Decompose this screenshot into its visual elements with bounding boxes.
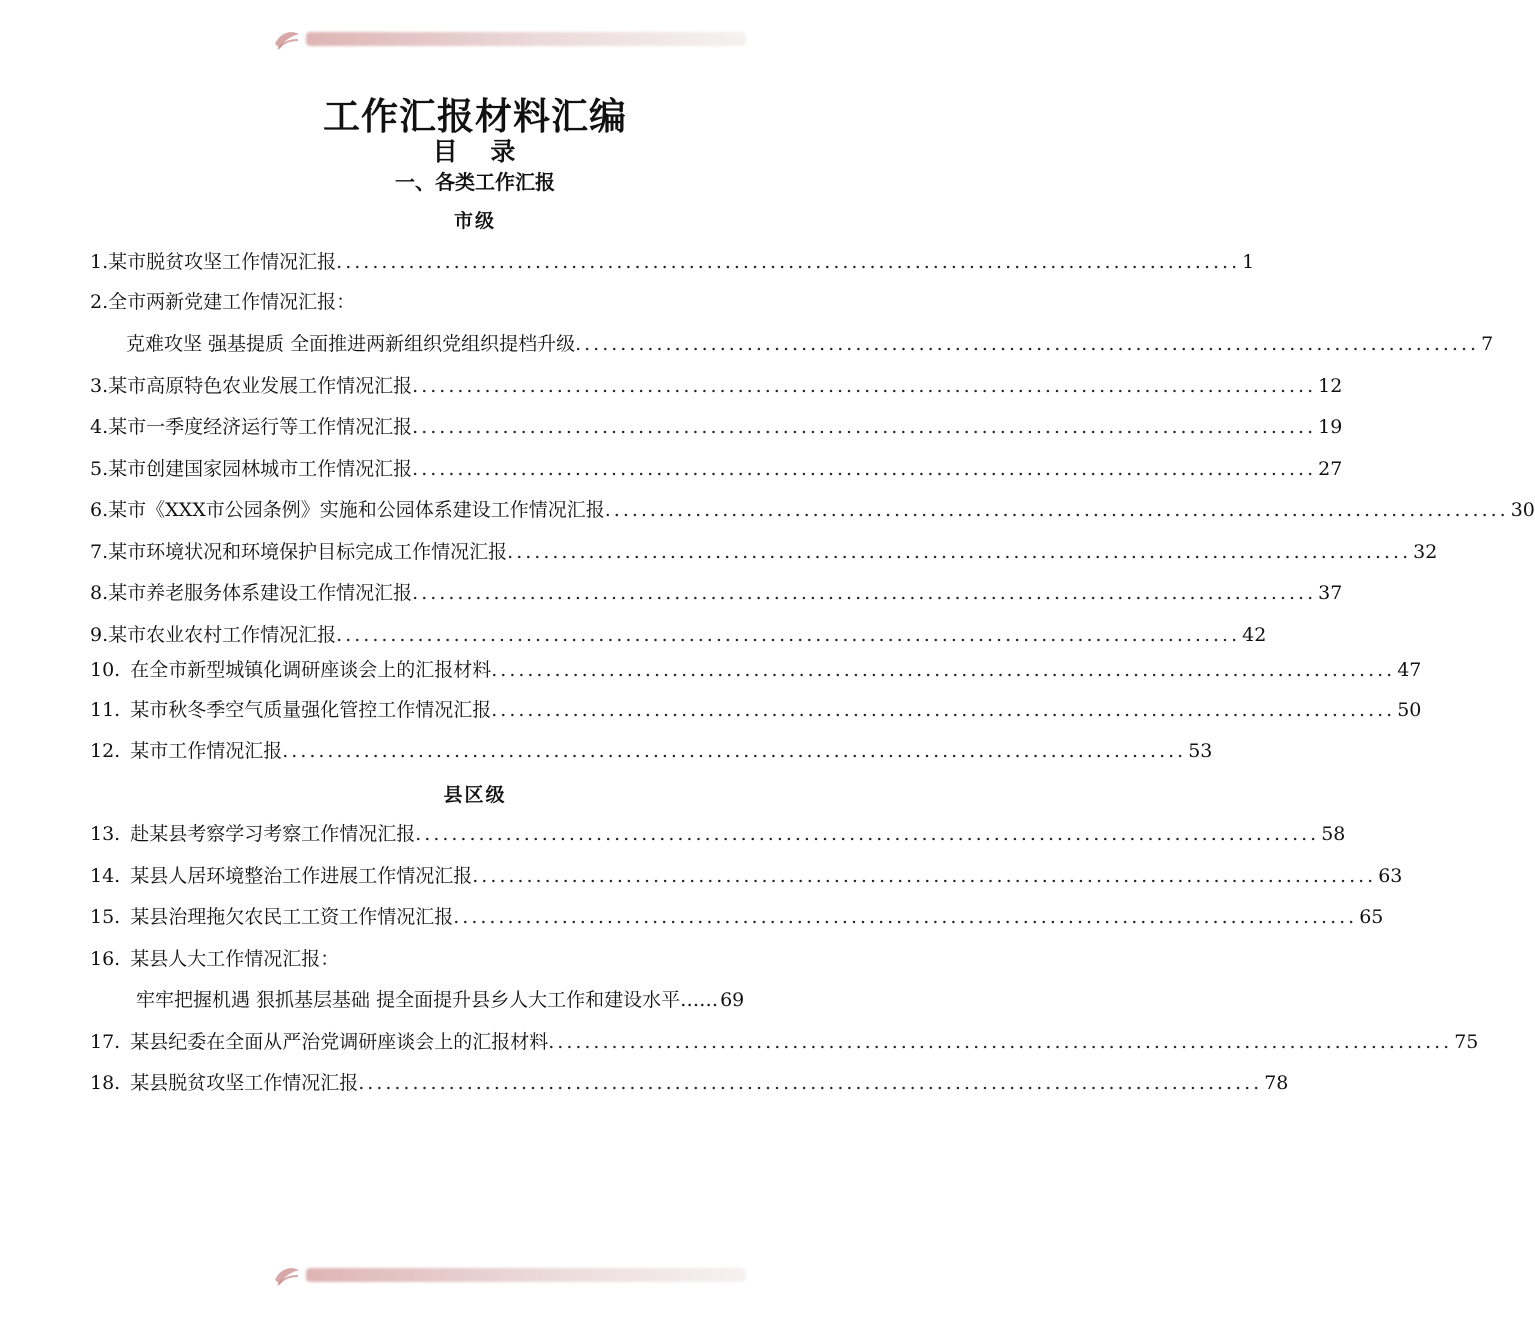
toc-number: 14. xyxy=(90,865,121,887)
toc-text: 某市环境状况和环境保护目标完成工作情况汇报 xyxy=(108,541,508,563)
toc-text: 某县人大工作情况汇报： xyxy=(130,948,340,970)
toc-text: 某县纪委在全面从严治党调研座谈会上的汇报材料 xyxy=(130,1031,549,1053)
toc-text: 某市《XXX市公园条例》实施和公园体系建设工作情况汇报 xyxy=(108,499,605,521)
toc-leader: .................................................................................................... xyxy=(412,582,1317,604)
toc-text: 在全市新型城镇化调研座谈会上的汇报材料 xyxy=(130,659,492,681)
toc-number: 8. xyxy=(90,582,109,604)
leaf-logo-icon xyxy=(272,28,302,52)
watermark-band xyxy=(306,1268,746,1282)
toc-number: 15. xyxy=(90,906,121,928)
toc-entry[interactable] xyxy=(90,1028,1479,1056)
toc-leader: .................................................................................................... xyxy=(412,375,1317,397)
toc-entry[interactable] xyxy=(90,945,860,973)
toc-leader: .................................................................................................... xyxy=(336,624,1241,646)
toc-page: 65 xyxy=(1359,906,1384,928)
toc-leader: .................................................................................................... xyxy=(336,251,1241,273)
toc-number: 9. xyxy=(90,624,109,646)
watermark-band xyxy=(306,32,746,46)
toc-number: 11. xyxy=(90,699,121,721)
toc-leader: .................................................................................................... xyxy=(453,906,1358,928)
toc-number: 16. xyxy=(90,948,121,970)
toc-text: 某市脱贫攻坚工作情况汇报 xyxy=(108,251,337,273)
toc-page: 63 xyxy=(1378,865,1403,887)
toc-number: 2. xyxy=(90,291,109,313)
toc-text: 某市农业农村工作情况汇报 xyxy=(108,624,337,646)
toc-number: 4. xyxy=(90,416,109,438)
toc-leader: .................................................................................................... xyxy=(472,865,1377,887)
toc-leader: .................................................................................................... xyxy=(507,541,1412,563)
toc-text: 牢牢把握机遇 狠抓基层基础 提全面提升县乡人大工作和建设水平…… xyxy=(136,989,719,1011)
toc-entry[interactable] xyxy=(90,737,1213,765)
toc-entry[interactable] xyxy=(90,248,1255,276)
toc-text: 某市高原特色农业发展工作情况汇报 xyxy=(108,375,413,397)
toc-entry[interactable] xyxy=(90,372,1343,400)
toc-text: 赴某县考察学习考察工作情况汇报 xyxy=(130,823,416,845)
toc-page: 37 xyxy=(1318,582,1343,604)
document-title: 工作汇报材料汇编 xyxy=(323,94,627,138)
toc-text: 某县治理拖欠农民工工资工作情况汇报 xyxy=(130,906,454,928)
toc-entry[interactable] xyxy=(90,696,1422,724)
toc-number: 3. xyxy=(90,375,109,397)
toc-leader: .................................................................................................... xyxy=(491,699,1396,721)
toc-text: 某县人居环境整治工作进展工作情况汇报 xyxy=(130,865,473,887)
toc-leader: .................................................................................................... xyxy=(548,1031,1453,1053)
toc-text: 克难攻坚 强基提质 全面推进两新组织党组织提档升级 xyxy=(126,333,576,355)
toc-page: 12 xyxy=(1318,375,1343,397)
header-watermark xyxy=(270,28,750,54)
toc-entry[interactable] xyxy=(90,820,1346,848)
toc-number: 13. xyxy=(90,823,121,845)
toc-page: 42 xyxy=(1242,624,1267,646)
toc-leader: .................................................................................................... xyxy=(491,659,1396,681)
toc-entry[interactable] xyxy=(90,1069,1289,1097)
toc-page: 7 xyxy=(1481,333,1494,355)
section-heading: 一、各类工作汇报 xyxy=(395,170,555,194)
toc-number: 10. xyxy=(90,659,121,681)
toc-entry[interactable] xyxy=(90,455,1343,483)
group-heading-city: 市级 xyxy=(453,210,496,232)
toc-text: 某县脱贫攻坚工作情况汇报 xyxy=(130,1072,359,1094)
toc-page: 69 xyxy=(720,989,745,1011)
toc-leader: .................................................................................................... xyxy=(604,499,1509,521)
toc-number: 17. xyxy=(90,1031,121,1053)
toc-page: 58 xyxy=(1321,823,1346,845)
toc-entry[interactable] xyxy=(90,656,1422,684)
group-heading-county: 县区级 xyxy=(443,784,507,806)
toc-entry[interactable] xyxy=(90,579,1343,607)
toc-entry-continued[interactable] xyxy=(126,330,1494,358)
leaf-logo-icon xyxy=(272,1264,302,1288)
toc-number: 12. xyxy=(90,740,121,762)
toc-number: 7. xyxy=(90,541,109,563)
toc-page: 47 xyxy=(1397,659,1422,681)
toc-entry-continued[interactable] xyxy=(136,986,860,1014)
toc-text: 某市养老服务体系建设工作情况汇报 xyxy=(108,582,413,604)
toc-entry[interactable] xyxy=(90,413,1343,441)
toc-entry[interactable] xyxy=(90,862,1403,890)
toc-page: 30 xyxy=(1510,499,1535,521)
toc-entry[interactable] xyxy=(90,288,860,316)
toc-leader: .................................................................................................... xyxy=(575,333,1480,355)
toc-page: 27 xyxy=(1318,458,1343,480)
toc-entry[interactable] xyxy=(90,496,1535,524)
toc-heading: 目 录 xyxy=(432,137,528,166)
toc-number: 6. xyxy=(90,499,109,521)
toc-number: 5. xyxy=(90,458,109,480)
toc-leader: .................................................................................................... xyxy=(358,1072,1263,1094)
toc-number: 1. xyxy=(90,251,109,273)
toc-page: 19 xyxy=(1318,416,1343,438)
toc-page: 50 xyxy=(1397,699,1422,721)
toc-page: 32 xyxy=(1413,541,1438,563)
toc-leader: .................................................................................................... xyxy=(412,416,1317,438)
toc-leader: .................................................................................................... xyxy=(415,823,1320,845)
toc-leader: .................................................................................................... xyxy=(282,740,1187,762)
toc-text: 某市创建国家园林城市工作情况汇报 xyxy=(108,458,413,480)
toc-page: 53 xyxy=(1188,740,1213,762)
footer-watermark xyxy=(270,1264,750,1290)
toc-page: 75 xyxy=(1454,1031,1479,1053)
toc-leader: .................................................................................................... xyxy=(412,458,1317,480)
toc-page: 78 xyxy=(1264,1072,1289,1094)
toc-text: 某市工作情况汇报 xyxy=(130,740,283,762)
toc-page: 1 xyxy=(1242,251,1255,273)
toc-number: 18. xyxy=(90,1072,121,1094)
toc-entry[interactable] xyxy=(90,621,1267,649)
toc-text: 全市两新党建工作情况汇报： xyxy=(108,291,356,313)
toc-text: 某市一季度经济运行等工作情况汇报 xyxy=(108,416,413,438)
toc-entry[interactable] xyxy=(90,903,1384,931)
toc-text: 某市秋冬季空气质量强化管控工作情况汇报 xyxy=(130,699,492,721)
toc-entry[interactable] xyxy=(90,538,1438,566)
